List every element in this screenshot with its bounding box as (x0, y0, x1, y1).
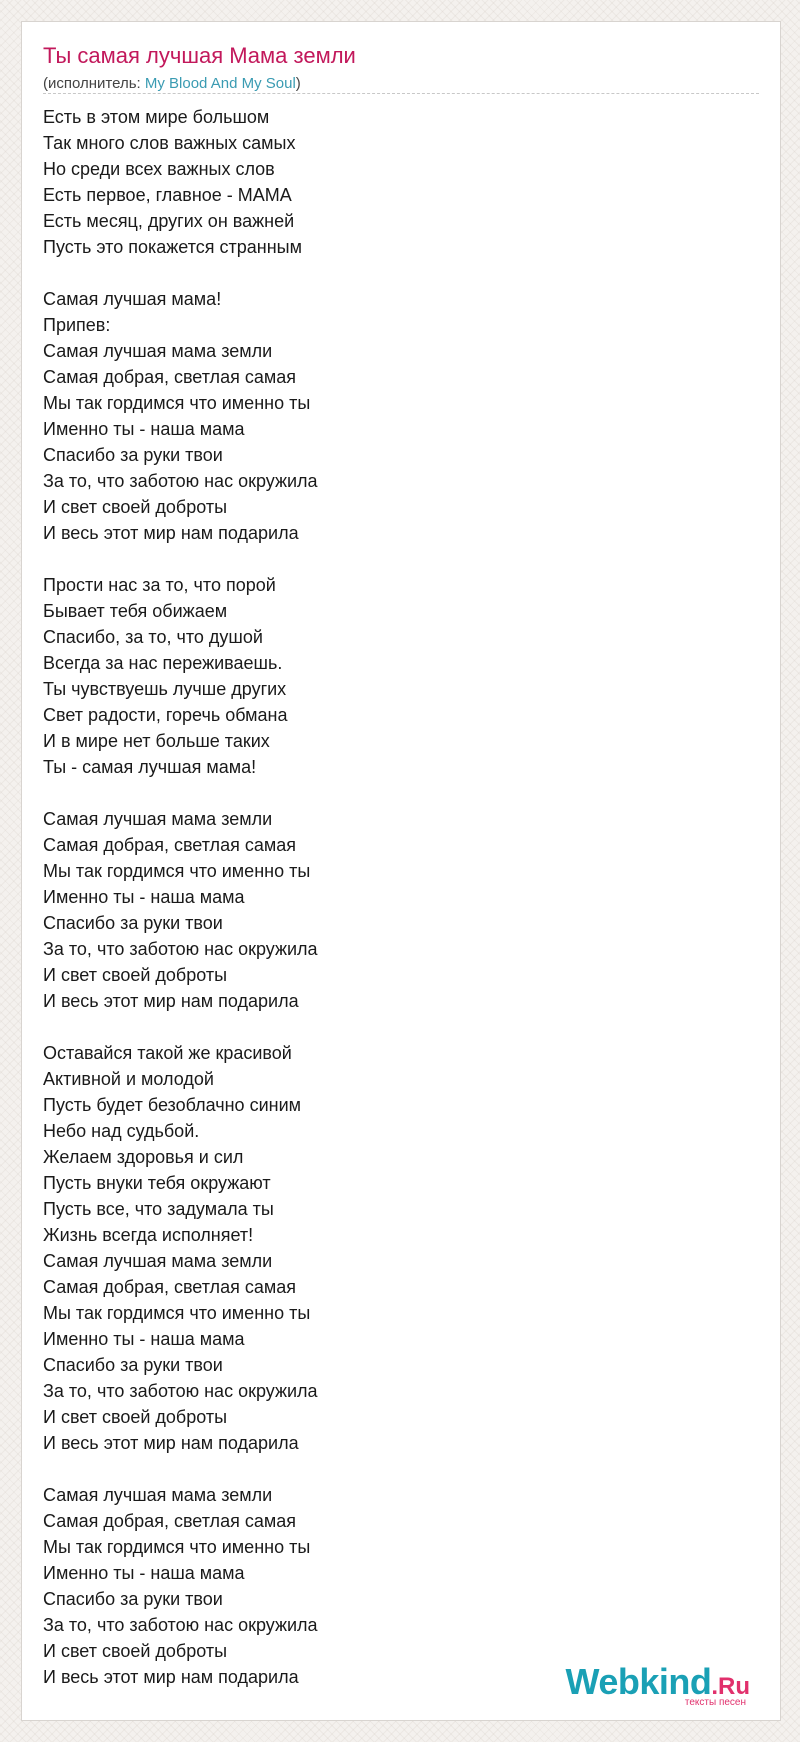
lyric-line: Именно ты - наша мама (43, 419, 245, 439)
lyric-line: За то, что заботою нас окружила (43, 939, 318, 959)
lyric-line: Именно ты - наша мама (43, 887, 245, 907)
lyrics-card (21, 21, 781, 1721)
lyric-line: Ты чувствуешь лучше других (43, 679, 287, 699)
lyric-line: И весь этот мир нам подарила (43, 991, 299, 1011)
lyric-line: И свет своей доброты (43, 1641, 228, 1661)
lyric-line: Самая добрая, светлая самая (43, 1277, 296, 1297)
lyric-line: Спасибо за руки твои (43, 1355, 223, 1375)
lyric-line: И весь этот мир нам подарила (43, 523, 299, 543)
lyric-line: Спасибо за руки твои (43, 1589, 223, 1609)
lyric-line: Спасибо, за то, что душой (43, 627, 263, 647)
lyric-line: И весь этот мир нам подарила (43, 1433, 299, 1453)
lyrics-text (43, 104, 318, 1716)
lyric-line: Самая лучшая мама земли (43, 809, 273, 829)
lyrics-stanza (43, 806, 318, 1014)
logo-domain: .Ru (711, 1673, 750, 1700)
title-divider (43, 93, 759, 94)
byline-prefix: (исполнитель: (43, 75, 145, 92)
lyric-line: Но среди всех важных слов (43, 159, 275, 179)
song-title: Ты самая лучшая Мама земли (43, 43, 356, 68)
lyric-line: И в мире нет больше таких (43, 731, 270, 751)
lyric-line: Самая лучшая мама земли (43, 1251, 273, 1271)
lyric-line: Пусть все, что задумала ты (43, 1199, 274, 1219)
lyric-line: Есть первое, главное - МАМА (43, 185, 292, 205)
lyric-line: Жизнь всегда исполняет! (43, 1225, 254, 1245)
lyric-line: И весь этот мир нам подарила (43, 1667, 299, 1687)
byline-suffix: ) (295, 75, 301, 92)
lyric-line: За то, что заботою нас окружила (43, 471, 318, 491)
lyric-line: Мы так гордимся что именно ты (43, 861, 311, 881)
lyric-line: Пусть будет безоблачно синим (43, 1095, 301, 1115)
lyrics-stanza (43, 286, 318, 546)
lyrics-stanza (43, 572, 318, 780)
lyrics-stanza (43, 1482, 318, 1690)
lyric-line: Активной и молодой (43, 1069, 214, 1089)
artist-link[interactable]: My Blood And My Soul (144, 75, 296, 92)
lyric-line: Мы так гордимся что именно ты (43, 1537, 311, 1557)
lyric-line: Небо над судьбой. (43, 1121, 200, 1141)
lyric-line: Припев: (43, 315, 111, 335)
lyrics-stanza (43, 1040, 318, 1456)
lyric-line: Есть месяц, других он важней (43, 211, 295, 231)
lyric-line: Пусть внуки тебя окружают (43, 1173, 271, 1193)
lyric-line: Спасибо за руки твои (43, 913, 223, 933)
lyric-line: И свет своей доброты (43, 497, 228, 517)
logo-tagline: тексты песен (684, 1697, 746, 1708)
lyric-line: Желаем здоровья и сил (43, 1147, 244, 1167)
lyric-line: Пусть это покажется странным (43, 237, 302, 257)
lyric-line: Всегда за нас переживаешь. (43, 653, 283, 673)
lyric-line: Есть в этом мире большом (43, 107, 270, 127)
lyric-line: Оставайся такой же красивой (43, 1043, 292, 1063)
lyric-line: Самая лучшая мама! (43, 289, 222, 309)
lyric-line: Самая добрая, светлая самая (43, 367, 296, 387)
lyric-line: Именно ты - наша мама (43, 1563, 245, 1583)
lyric-line: Мы так гордимся что именно ты (43, 1303, 311, 1323)
lyric-line: Самая добрая, светлая самая (43, 835, 296, 855)
lyric-line: Самая лучшая мама земли (43, 1485, 273, 1505)
lyric-line: И свет своей доброты (43, 965, 228, 985)
site-logo[interactable] (565, 1661, 750, 1708)
lyric-line: И свет своей доброты (43, 1407, 228, 1427)
lyric-line: Спасибо за руки твои (43, 445, 223, 465)
lyric-line: Мы так гордимся что именно ты (43, 393, 311, 413)
lyric-line: Ты - самая лучшая мама! (43, 757, 257, 777)
lyric-line: Бывает тебя обижаем (43, 601, 228, 621)
lyric-line: Прости нас за то, что порой (43, 575, 276, 595)
logo-wordmark: Webkind (565, 1661, 712, 1702)
lyric-line: За то, что заботою нас окружила (43, 1615, 318, 1635)
lyric-line: Самая лучшая мама земли (43, 341, 273, 361)
lyric-line: Именно ты - наша мама (43, 1329, 245, 1349)
lyric-line: Так много слов важных самых (43, 133, 296, 153)
artist-byline (43, 74, 301, 94)
lyric-line: За то, что заботою нас окружила (43, 1381, 318, 1401)
lyric-line: Самая добрая, светлая самая (43, 1511, 296, 1531)
lyric-line: Свет радости, горечь обмана (43, 705, 288, 725)
lyrics-stanza (43, 104, 318, 260)
